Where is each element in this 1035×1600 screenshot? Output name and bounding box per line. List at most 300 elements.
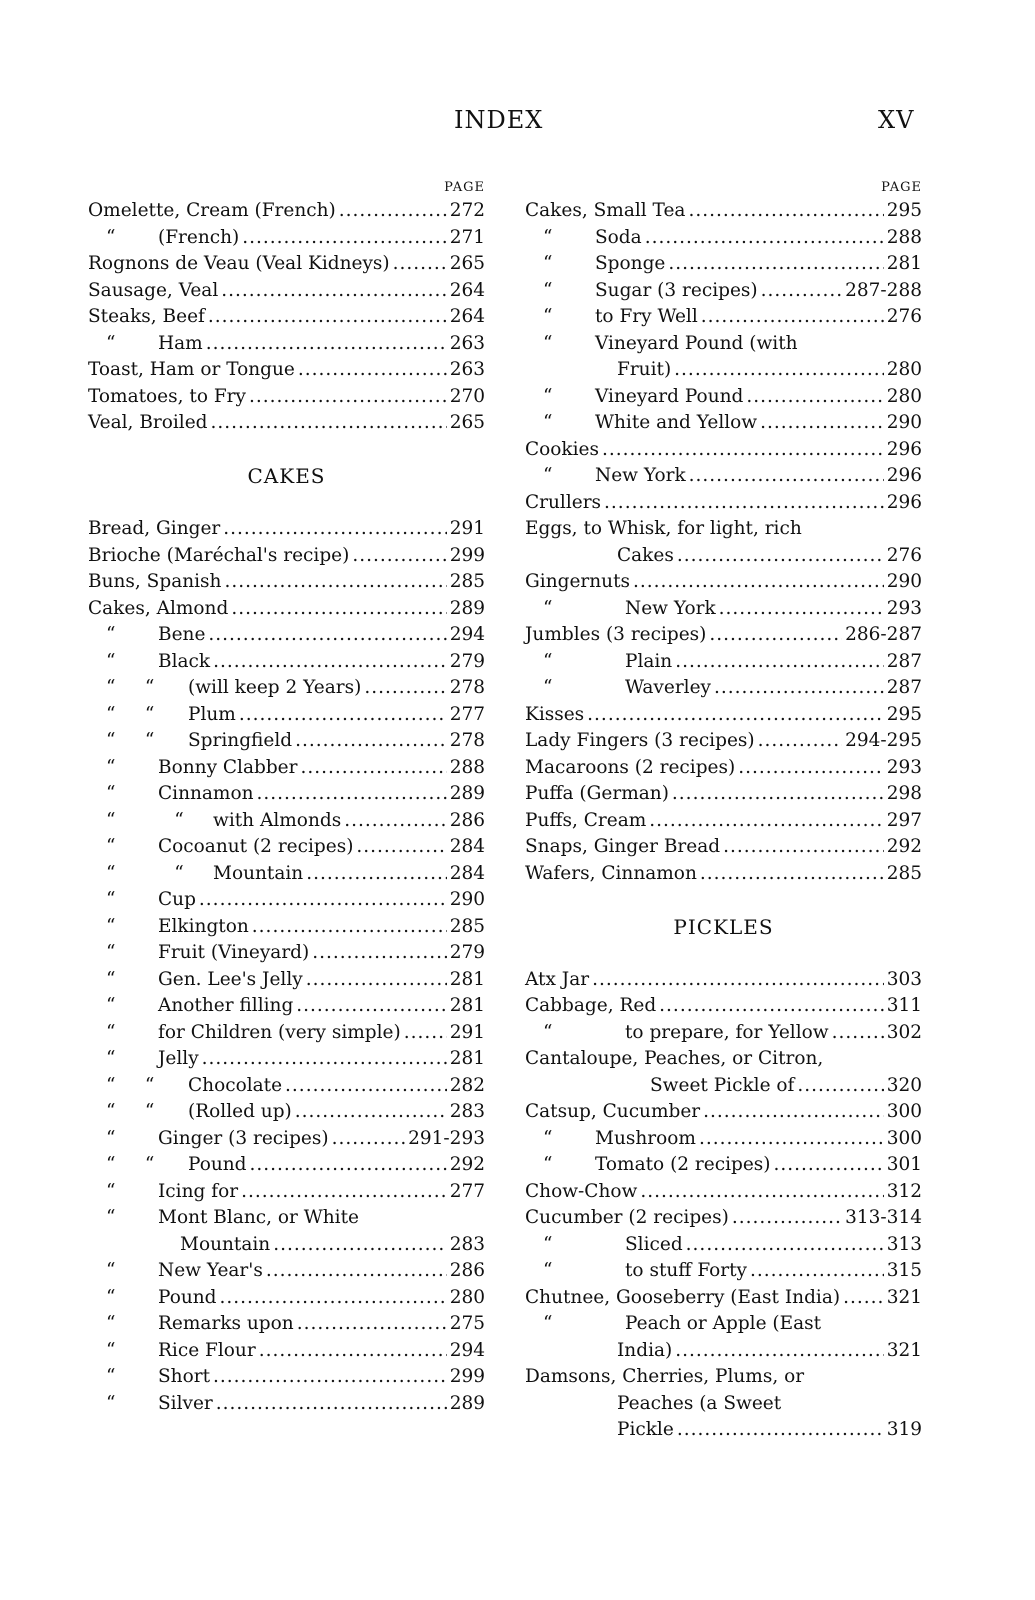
- index-entry: [88, 808, 485, 835]
- dot-leader: [587, 702, 884, 729]
- dot-leader: [758, 728, 843, 755]
- dot-leader: [686, 1232, 884, 1259]
- ditto-mark: “ “: [106, 1154, 155, 1175]
- ditto-mark: “: [106, 1392, 116, 1414]
- page-ref: 264: [449, 279, 485, 301]
- dot-leader: [252, 914, 447, 941]
- entry-text: Kisses: [525, 703, 585, 725]
- index-entry: [525, 278, 922, 305]
- dot-leader: [206, 331, 447, 358]
- dot-leader: [633, 569, 884, 596]
- ditto-mark: “ “: [106, 809, 184, 831]
- ditto-mark: “: [106, 1207, 116, 1228]
- ditto-mark: “: [543, 650, 553, 672]
- page-ref: 321: [886, 1286, 922, 1308]
- entry-text: Rognons de Veau (Veal Kidneys): [88, 253, 390, 274]
- dot-leader: [296, 993, 446, 1020]
- page-ref: 299: [449, 544, 485, 566]
- page-ref: 295: [886, 703, 922, 725]
- index-entry: [525, 569, 922, 596]
- page-ref: 284: [449, 862, 485, 884]
- dot-leader: [668, 251, 883, 278]
- dot-leader: [352, 543, 446, 570]
- page-ref: 281: [886, 253, 922, 274]
- index-entry: [525, 1285, 922, 1312]
- index-entry: [88, 596, 485, 623]
- index-entry: [88, 1311, 485, 1338]
- entry-text: Gingernuts: [525, 571, 631, 592]
- entry-text: Puffa (German): [525, 783, 669, 804]
- ditto-mark: “: [106, 1127, 116, 1149]
- ditto-mark: “: [106, 889, 116, 910]
- dot-leader: [675, 1338, 883, 1365]
- index-entry: [88, 1073, 485, 1100]
- page-ref: 281: [449, 968, 485, 990]
- page-ref: 290: [449, 889, 485, 910]
- entry-text: to stuff Forty: [625, 1260, 748, 1281]
- index-entry: [88, 861, 485, 888]
- dot-leader: [760, 410, 884, 437]
- entry-text: Lady Fingers (3 recipes): [525, 730, 755, 751]
- index-entry: [525, 993, 922, 1020]
- ditto-mark: “: [543, 253, 553, 274]
- dot-leader: [592, 967, 884, 994]
- index-entry: [525, 543, 922, 570]
- index-entry: [525, 596, 922, 623]
- page-ref: 291-293: [408, 1127, 485, 1149]
- index-entry: [525, 1338, 922, 1365]
- page-ref: 284: [449, 836, 485, 857]
- page-ref: 281: [449, 995, 485, 1016]
- index-entry: [525, 410, 922, 437]
- entry-text: Mont Blanc, or White: [158, 1207, 359, 1228]
- index-entry: [88, 781, 485, 808]
- dot-leader: [344, 808, 446, 835]
- dot-leader: [241, 1179, 447, 1206]
- entry-text: for Children (very simple): [158, 1021, 401, 1043]
- entry-text: Buns, Spanish: [88, 571, 222, 592]
- entry-text: Sweet Pickle of: [650, 1074, 795, 1096]
- dot-leader: [675, 649, 883, 676]
- index-entry: [525, 649, 922, 676]
- dot-leader: [213, 649, 447, 676]
- index-entry: [88, 278, 485, 305]
- dot-leader: [364, 675, 446, 702]
- page-ref: 289: [449, 597, 485, 619]
- index-entry: [525, 1205, 922, 1232]
- dot-leader: [750, 1258, 884, 1285]
- index-entry: [525, 675, 922, 702]
- entry-text: Steaks, Beef: [88, 306, 205, 327]
- entry-text: Puffs, Cream: [525, 809, 647, 831]
- page-ref: 295: [886, 200, 922, 221]
- page-ref: 285: [449, 571, 485, 592]
- entry-text: Wafers, Cinnamon: [525, 862, 697, 884]
- index-lines: [525, 198, 922, 1444]
- entry-text: Another filling: [158, 995, 294, 1016]
- dot-leader: [242, 225, 446, 252]
- page-ref: 271: [449, 226, 485, 248]
- page-ref: 294-295: [845, 730, 922, 751]
- entry-text: with Almonds: [213, 809, 342, 831]
- page-ref: 287: [886, 650, 922, 672]
- dot-leader: [719, 596, 884, 623]
- entry-text: Vineyard Pound (with: [595, 332, 798, 354]
- page-ref: 263: [449, 332, 485, 354]
- dot-leader: [709, 622, 842, 649]
- page-ref: 288: [449, 756, 485, 778]
- entry-text: Plain: [625, 650, 673, 672]
- spacer: [525, 940, 922, 967]
- index-entry: [88, 649, 485, 676]
- page-title: INDEX: [454, 106, 544, 134]
- dot-leader: [259, 1338, 447, 1365]
- dot-leader: [306, 967, 447, 994]
- dot-leader: [602, 437, 884, 464]
- dot-leader: [208, 622, 446, 649]
- entry-text: Cabbage, Red: [525, 995, 657, 1016]
- entry-text: New York: [595, 465, 686, 486]
- index-entry: [88, 1020, 485, 1047]
- page-ref: 289: [449, 1392, 485, 1414]
- entry-text: (will keep 2 Years): [188, 677, 362, 698]
- index-entry: [525, 861, 922, 888]
- index-entry: [88, 1258, 485, 1285]
- entry-text: Cocoanut (2 recipes): [158, 836, 354, 857]
- dot-leader: [674, 357, 884, 384]
- section-heading: PICKLES: [673, 914, 774, 939]
- index-entry: [88, 1152, 485, 1179]
- page-ref: 286-287: [845, 624, 922, 645]
- index-entry: [88, 1046, 485, 1073]
- index-entry-continued: [88, 1205, 485, 1232]
- entry-text: Snaps, Ginger Bread: [525, 836, 721, 857]
- ditto-mark: “ “: [106, 862, 184, 884]
- entry-text: Black: [158, 650, 211, 672]
- entry-text: Tomatoes, to Fry: [88, 385, 246, 407]
- index-entry: [88, 1364, 485, 1391]
- index-entry: [88, 887, 485, 914]
- ditto-mark: “: [106, 968, 116, 990]
- index-entry: [88, 993, 485, 1020]
- entry-text: Bene: [158, 624, 206, 645]
- index-entry: [525, 357, 922, 384]
- page-ref: 293: [886, 756, 922, 778]
- index-entry: [88, 940, 485, 967]
- entry-text: Sliced: [625, 1233, 683, 1255]
- page-ref: 294: [449, 1339, 485, 1361]
- index-entry: [525, 304, 922, 331]
- dot-leader: [832, 1020, 884, 1047]
- page-ref: 300: [886, 1101, 922, 1122]
- dot-leader: [703, 1099, 884, 1126]
- dot-leader: [797, 1073, 883, 1100]
- page-column-label: PAGE: [881, 180, 922, 195]
- entry-text: Rice Flour: [158, 1339, 256, 1361]
- page-ref: 315: [886, 1260, 922, 1281]
- dot-leader: [300, 755, 446, 782]
- entry-text: Silver: [158, 1392, 213, 1414]
- page-ref: 277: [449, 703, 485, 725]
- index-entry: [88, 914, 485, 941]
- entry-text: India): [617, 1339, 673, 1361]
- ditto-mark: “: [106, 1313, 116, 1334]
- index-entry: [88, 543, 485, 570]
- dot-leader: [404, 1020, 447, 1047]
- ditto-mark: “ “: [106, 1101, 155, 1122]
- ditto-mark: “: [543, 677, 553, 698]
- index-entry: [525, 1232, 922, 1259]
- ditto-mark: “: [106, 1260, 116, 1281]
- page-ref: 263: [449, 359, 485, 380]
- index-entry: [88, 198, 485, 225]
- dot-leader: [266, 1258, 447, 1285]
- entry-text: Short: [158, 1366, 211, 1387]
- entry-text: Cantaloupe, Peaches, or Citron,: [525, 1048, 824, 1069]
- dot-leader: [672, 781, 884, 808]
- entry-text: Omelette, Cream (French): [88, 200, 336, 221]
- page-ref: 321: [886, 1339, 922, 1361]
- entry-text: Bread, Ginger: [88, 518, 221, 539]
- dot-leader: [213, 1364, 447, 1391]
- entry-text: Ham: [158, 332, 203, 354]
- page-ref: 320: [886, 1074, 922, 1096]
- dot-leader: [746, 384, 883, 411]
- ditto-mark: “ “: [106, 730, 155, 751]
- index-entry: [88, 1232, 485, 1259]
- entry-text: Bonny Clabber: [158, 756, 298, 778]
- spacer: [525, 887, 922, 914]
- dot-leader: [723, 834, 884, 861]
- index-entry: [525, 1126, 922, 1153]
- entry-text: New York: [625, 597, 716, 619]
- dot-leader: [297, 1311, 447, 1338]
- page-ref: 278: [449, 677, 485, 698]
- entry-text: Chutnee, Gooseberry (East India): [525, 1286, 841, 1308]
- page-ref: 298: [886, 783, 922, 804]
- index-entry: [88, 331, 485, 358]
- index-entry: [525, 808, 922, 835]
- dot-leader: [249, 384, 447, 411]
- page-ref: 282: [449, 1074, 485, 1096]
- entry-text: Chocolate: [188, 1074, 283, 1096]
- dot-leader: [199, 887, 447, 914]
- page-ref: 281: [449, 1048, 485, 1069]
- ditto-mark: “ “: [106, 1074, 155, 1096]
- page-ref: 275: [449, 1313, 485, 1334]
- entry-text: Catsup, Cucumber: [525, 1101, 701, 1122]
- ditto-mark: “: [106, 332, 116, 354]
- entry-text: Cakes: [617, 544, 674, 566]
- index-entry: [525, 1258, 922, 1285]
- dot-leader: [677, 543, 884, 570]
- dot-leader: [701, 304, 884, 331]
- dot-leader: [250, 1152, 447, 1179]
- index-entry-continued: [525, 1364, 922, 1391]
- dot-leader: [640, 1179, 883, 1206]
- entry-text: Peaches (a Sweet: [617, 1392, 782, 1414]
- dot-leader: [645, 225, 884, 252]
- dot-leader: [677, 1417, 884, 1444]
- entry-text: White and Yellow: [595, 412, 758, 433]
- entry-text: Jelly: [158, 1048, 199, 1069]
- index-entry: [525, 834, 922, 861]
- index-entry: [525, 198, 922, 225]
- entry-text: Fruit): [617, 359, 672, 380]
- index-entry: [88, 516, 485, 543]
- page-ref: 287-288: [845, 279, 922, 301]
- index-entry: [88, 225, 485, 252]
- ditto-mark: “: [543, 1021, 553, 1043]
- ditto-mark: “ “: [106, 677, 155, 698]
- entry-text: Toast, Ham or Tongue: [88, 359, 295, 380]
- page-number: XV: [878, 106, 915, 134]
- page-ref: 286: [449, 809, 485, 831]
- dot-leader: [332, 1126, 406, 1153]
- ditto-mark: “: [106, 1180, 116, 1202]
- spacer: [88, 490, 485, 517]
- dot-leader: [221, 278, 446, 305]
- page-ref: 292: [449, 1154, 485, 1175]
- dot-leader: [208, 304, 447, 331]
- page-ref: 280: [886, 385, 922, 407]
- index-entry: [525, 463, 922, 490]
- entry-text: Soda: [595, 226, 642, 248]
- dot-leader: [738, 755, 883, 782]
- index-column-right: [525, 178, 922, 1444]
- dot-leader: [285, 1073, 447, 1100]
- index-entry: [525, 702, 922, 729]
- page-ref: 276: [886, 306, 922, 327]
- dot-leader: [216, 1391, 447, 1418]
- page-ref: 302: [886, 1021, 922, 1043]
- page-ref: 276: [886, 544, 922, 566]
- entry-text: Fruit (Vineyard): [158, 942, 310, 963]
- page-ref: 293: [886, 597, 922, 619]
- entry-text: Mushroom: [595, 1127, 696, 1149]
- page-ref: 265: [449, 253, 485, 274]
- ditto-mark: “: [106, 1021, 116, 1043]
- dot-leader: [604, 490, 884, 517]
- entry-text: to Fry Well: [595, 306, 698, 327]
- page-ref: 285: [886, 862, 922, 884]
- ditto-mark: “: [106, 650, 116, 672]
- dot-leader: [699, 1126, 884, 1153]
- entry-text: Atx Jar: [525, 968, 590, 990]
- entry-text: Cucumber (2 recipes): [525, 1207, 729, 1228]
- dot-leader: [714, 675, 884, 702]
- index-entry: [88, 1391, 485, 1418]
- index-entry: [525, 490, 922, 517]
- dot-leader: [257, 781, 447, 808]
- entry-text: (French): [158, 226, 240, 248]
- ditto-mark: “: [543, 1154, 553, 1175]
- ditto-mark: “: [543, 1313, 553, 1334]
- dot-leader: [689, 463, 884, 490]
- entry-text: Sponge: [595, 253, 666, 274]
- entry-text: (Rolled up): [188, 1101, 292, 1122]
- index-entry: [525, 225, 922, 252]
- dot-leader: [732, 1205, 842, 1232]
- dot-leader: [306, 861, 446, 888]
- page-ref: 283: [449, 1101, 485, 1122]
- entry-text: Tomato (2 recipes): [595, 1154, 771, 1175]
- page-ref: 313-314: [845, 1207, 922, 1228]
- ditto-mark: “: [106, 995, 116, 1016]
- index-column-left: [88, 178, 485, 1417]
- entry-text: Cookies: [525, 438, 599, 460]
- entry-text: Icing for: [158, 1180, 239, 1202]
- index-entry: [88, 967, 485, 994]
- page-ref: 303: [886, 968, 922, 990]
- page-ref: 283: [449, 1233, 485, 1255]
- page-ref: 279: [449, 650, 485, 672]
- entry-text: Chow-Chow: [525, 1180, 638, 1202]
- page-ref: 285: [449, 915, 485, 937]
- entry-text: Plum: [188, 703, 236, 725]
- dot-leader: [312, 940, 446, 967]
- ditto-mark: “: [106, 624, 116, 645]
- index-entry: [525, 781, 922, 808]
- index-entry: [88, 1338, 485, 1365]
- ditto-mark: “: [106, 836, 116, 857]
- index-entry: [525, 1073, 922, 1100]
- dot-leader: [295, 728, 447, 755]
- entry-text: Elkington: [158, 915, 249, 937]
- dot-leader: [295, 1099, 447, 1126]
- page-ref: 300: [886, 1127, 922, 1149]
- index-lines: [88, 198, 485, 1417]
- entry-text: to prepare, for Yellow: [625, 1021, 829, 1043]
- index-entry: [88, 702, 485, 729]
- entry-text: Mountain: [180, 1233, 271, 1255]
- entry-text: Vineyard Pound: [595, 385, 744, 407]
- dot-leader: [339, 198, 447, 225]
- page-ref: 272: [449, 200, 485, 221]
- entry-text: Springfield: [188, 730, 293, 751]
- entry-text: Macaroons (2 recipes): [525, 756, 736, 778]
- entry-text: Eggs, to Whisk, for light, rich: [525, 518, 802, 539]
- entry-text: Gen. Lee's Jelly: [158, 968, 303, 990]
- entry-text: Brioche (Maréchal's recipe): [88, 544, 350, 566]
- index-entry: [525, 1417, 922, 1444]
- ditto-mark: “: [543, 597, 553, 619]
- page-ref: 290: [886, 412, 922, 433]
- page-ref: 279: [449, 942, 485, 963]
- index-entry: [525, 755, 922, 782]
- page-ref: 288: [886, 226, 922, 248]
- index-entry: [525, 384, 922, 411]
- page-ref: 287: [886, 677, 922, 698]
- entry-text: Remarks upon: [158, 1313, 294, 1334]
- index-entry-continued: [525, 1046, 922, 1073]
- dot-leader: [220, 1285, 447, 1312]
- entry-text: New Year's: [158, 1260, 263, 1281]
- entry-text: Jumbles (3 recipes): [525, 624, 707, 645]
- index-entry: [525, 1020, 922, 1047]
- entry-text: Ginger (3 recipes): [158, 1127, 329, 1149]
- dot-leader: [688, 198, 883, 225]
- dot-leader: [211, 410, 447, 437]
- index-entry: [88, 622, 485, 649]
- index-entry: [88, 1179, 485, 1206]
- page-ref: 313: [886, 1233, 922, 1255]
- entry-text: Sausage, Veal: [88, 279, 219, 301]
- ditto-mark: “: [106, 1048, 116, 1069]
- index-entry: [88, 675, 485, 702]
- page-ref: 299: [449, 1366, 485, 1387]
- index-entry: [88, 304, 485, 331]
